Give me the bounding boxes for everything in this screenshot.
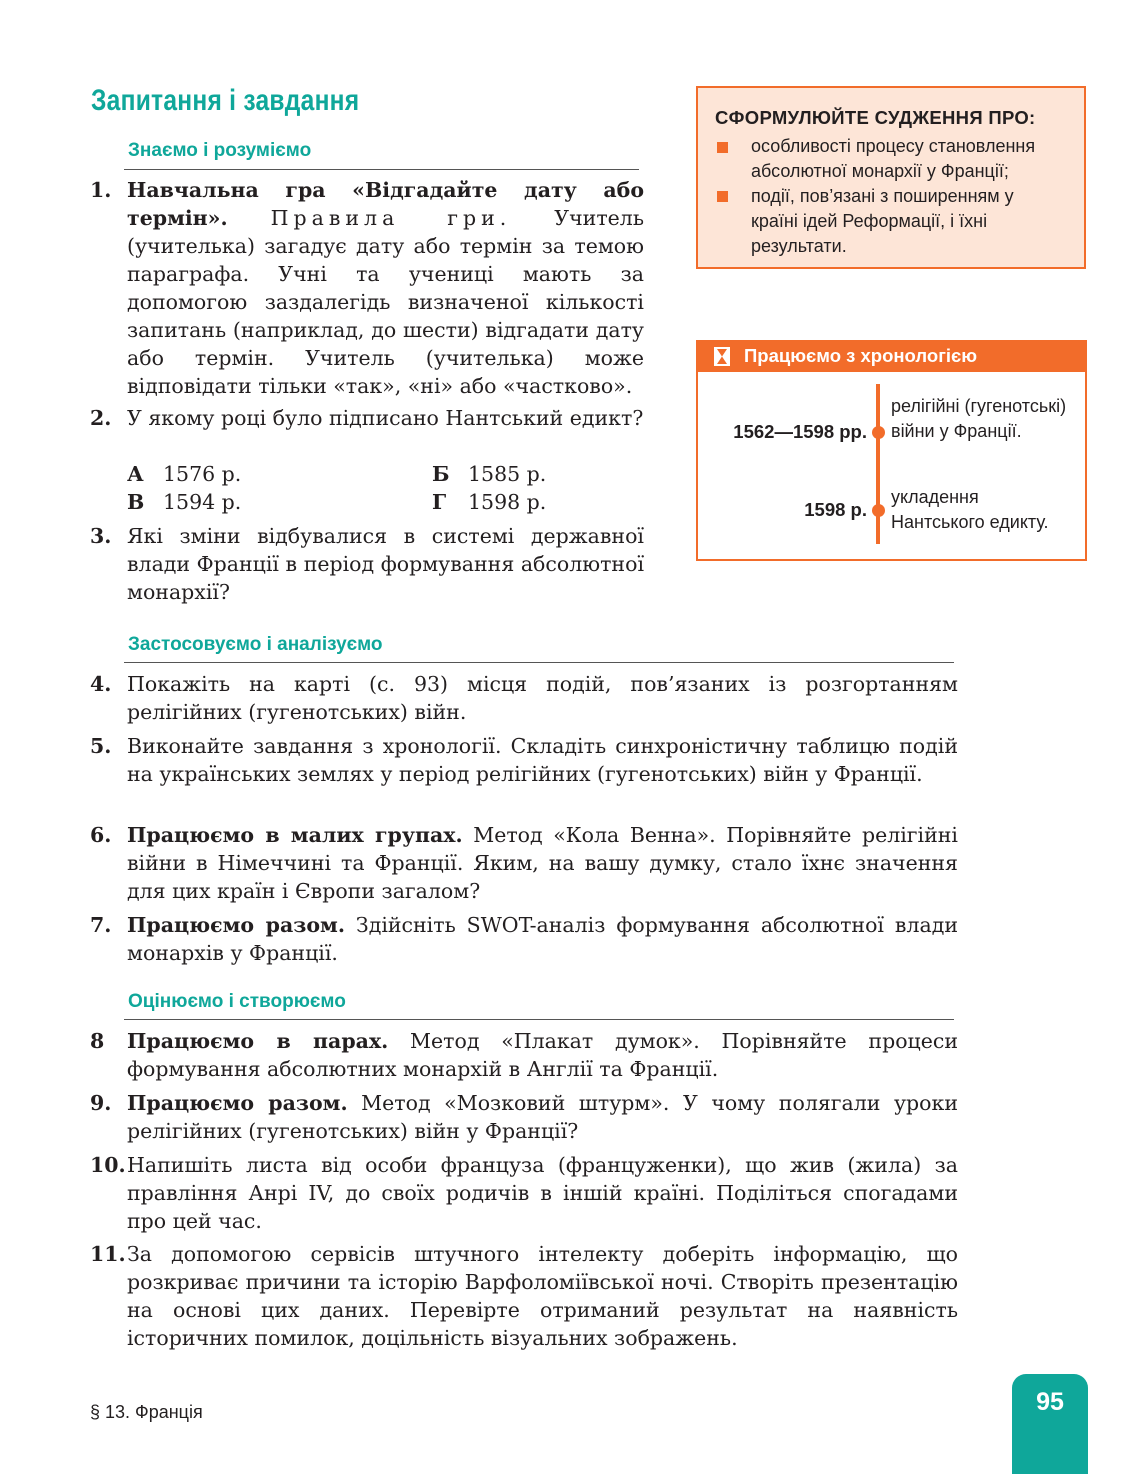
judgment-item: особливості процесу становлення абсолютної монархії у Франції; xyxy=(751,136,1036,181)
answer-value: 1598 р. xyxy=(468,490,547,514)
answer-letter: Г xyxy=(432,490,447,514)
task-text: Метод «Плакат думок». Порівняйте процеси формування абсолютних монархій в Англії та Франції. xyxy=(127,1029,959,1081)
task-text: Здійсніть SWOT-аналіз формування абсолютної влади монархів у Франції. xyxy=(127,913,958,965)
task-number: 1. xyxy=(90,178,112,202)
page-title: Запитання і завдання xyxy=(91,84,360,117)
answer-value: 1594 р. xyxy=(163,490,242,514)
section-divider xyxy=(124,169,639,170)
answer-value: 1585 р. xyxy=(468,462,547,486)
task-number: 11. xyxy=(90,1242,126,1266)
hourglass-icon xyxy=(714,347,730,366)
task-number: 8 xyxy=(90,1029,105,1053)
judgment-item: події, пов’язані з поширенням у країні ідей Реформації, і їхні результати. xyxy=(751,186,1014,256)
answer-option xyxy=(127,460,241,488)
timeline-line xyxy=(876,384,880,544)
task-text: Метод «Мозковий штурм». У чому полягали уроки релігійних (гугенотських) війн у Франції? xyxy=(127,1091,958,1143)
answer-value: 1576 р. xyxy=(163,462,242,486)
task-number: 5. xyxy=(90,734,112,758)
task-number: 4. xyxy=(90,672,112,696)
answer-letter: Б xyxy=(432,462,450,486)
section-divider xyxy=(124,1019,954,1020)
task-text: За допомогою сервісів штучного інтелекту доберіть інформацію, що розкриває причини та історію Варфоломіївської ночі. Створіть презентацію на основі цих даних. Перевірте отриманий результат на наявність історичних помилок, доцільність візуальних зображень. xyxy=(127,1242,958,1350)
task-number: 2. xyxy=(90,406,112,430)
task-number: 6. xyxy=(90,823,112,847)
timeline-date: 1562—1598 рр. xyxy=(733,421,867,442)
answer-option xyxy=(432,460,546,488)
task-text: Покажіть на карті (с. 93) місця подій, пов’язаних із розгортанням релігійних (гугенотських) війн. xyxy=(127,672,958,724)
task-text: Виконайте завдання з хронології. Складіть синхроністичну таблицю подій на українських землях у період релігійних (гугенотських) війн у Франції. xyxy=(127,734,958,786)
task-text: Напишіть листа від особи француза (француженки), що жив (жила) за правління Анрі IV, до своїх родичів в іншій країні. Поділіться спогадами про цей час. xyxy=(127,1153,958,1233)
task-text: Учитель (учителька) загадує дату або термін за темою параграфа. Учні та учениці мають за допомогою заздалегідь визначеної кількості запитань (наприклад, до шести) відгадати дату або термін. Учитель (учителька) може відповідати тільки «так», «ні» або «частково». xyxy=(127,206,644,398)
judgment-box xyxy=(696,86,1086,269)
task-bold: Працюємо в малих групах. xyxy=(127,823,463,847)
task-spaced: Правила гри. xyxy=(270,206,512,230)
section-divider xyxy=(124,662,954,663)
timeline-event: укладення Нантського едикту. xyxy=(891,487,1049,532)
page-number-tab xyxy=(1012,1374,1088,1474)
timeline-dot xyxy=(872,426,885,439)
answer-letter: А xyxy=(127,462,144,486)
task-bold: Працюємо в парах. xyxy=(127,1029,389,1053)
task-text: Які зміни відбувалися в системі державної влади Франції в період формування абсолютної монархії? xyxy=(127,524,644,604)
answer-options xyxy=(127,460,607,516)
section-heading: Оцінюємо і створюємо xyxy=(128,991,346,1012)
bullet-square-icon xyxy=(717,191,728,202)
task-number: 9. xyxy=(90,1091,112,1115)
task-bold: Навчальна гра «Відгадайте дату або термін». xyxy=(127,178,644,230)
judgment-box-title: СФОРМУЛЮЙТЕ СУДЖЕННЯ ПРО: xyxy=(715,107,1036,128)
bullet-square-icon xyxy=(717,142,728,153)
task-text: Метод «Кола Венна». Порівняйте релігійні війни в Німеччині та Франції. Яким, на вашу думку, стало їхнє значення для цих країн і Європи загалом? xyxy=(127,823,958,903)
chronology-box xyxy=(696,340,1087,561)
task-bold: Працюємо разом. xyxy=(127,913,345,937)
task-number: 10. xyxy=(90,1153,126,1177)
answer-option xyxy=(432,488,546,516)
answer-letter: В xyxy=(127,490,145,514)
section-heading: Знаємо і розуміємо xyxy=(128,140,312,161)
chronology-title: Працюємо з хронологією xyxy=(744,345,978,366)
page-number: 95 xyxy=(1036,1388,1064,1416)
timeline-date: 1598 р. xyxy=(804,499,867,520)
task-bold: Працюємо разом. xyxy=(127,1091,348,1115)
timeline-event: релігійні (гугенотські) війни у Франції. xyxy=(891,396,1067,441)
section-heading: Застосовуємо і аналізуємо xyxy=(128,634,383,655)
footer-section-label: § 13. Франція xyxy=(90,1402,203,1422)
chronology-header xyxy=(698,342,1085,372)
timeline-dot xyxy=(872,504,885,517)
task-number: 3. xyxy=(90,524,112,548)
task-text: У якому році було підписано Нантський едикт? xyxy=(127,406,644,430)
answer-option xyxy=(127,488,241,516)
task-number: 7. xyxy=(90,913,112,937)
